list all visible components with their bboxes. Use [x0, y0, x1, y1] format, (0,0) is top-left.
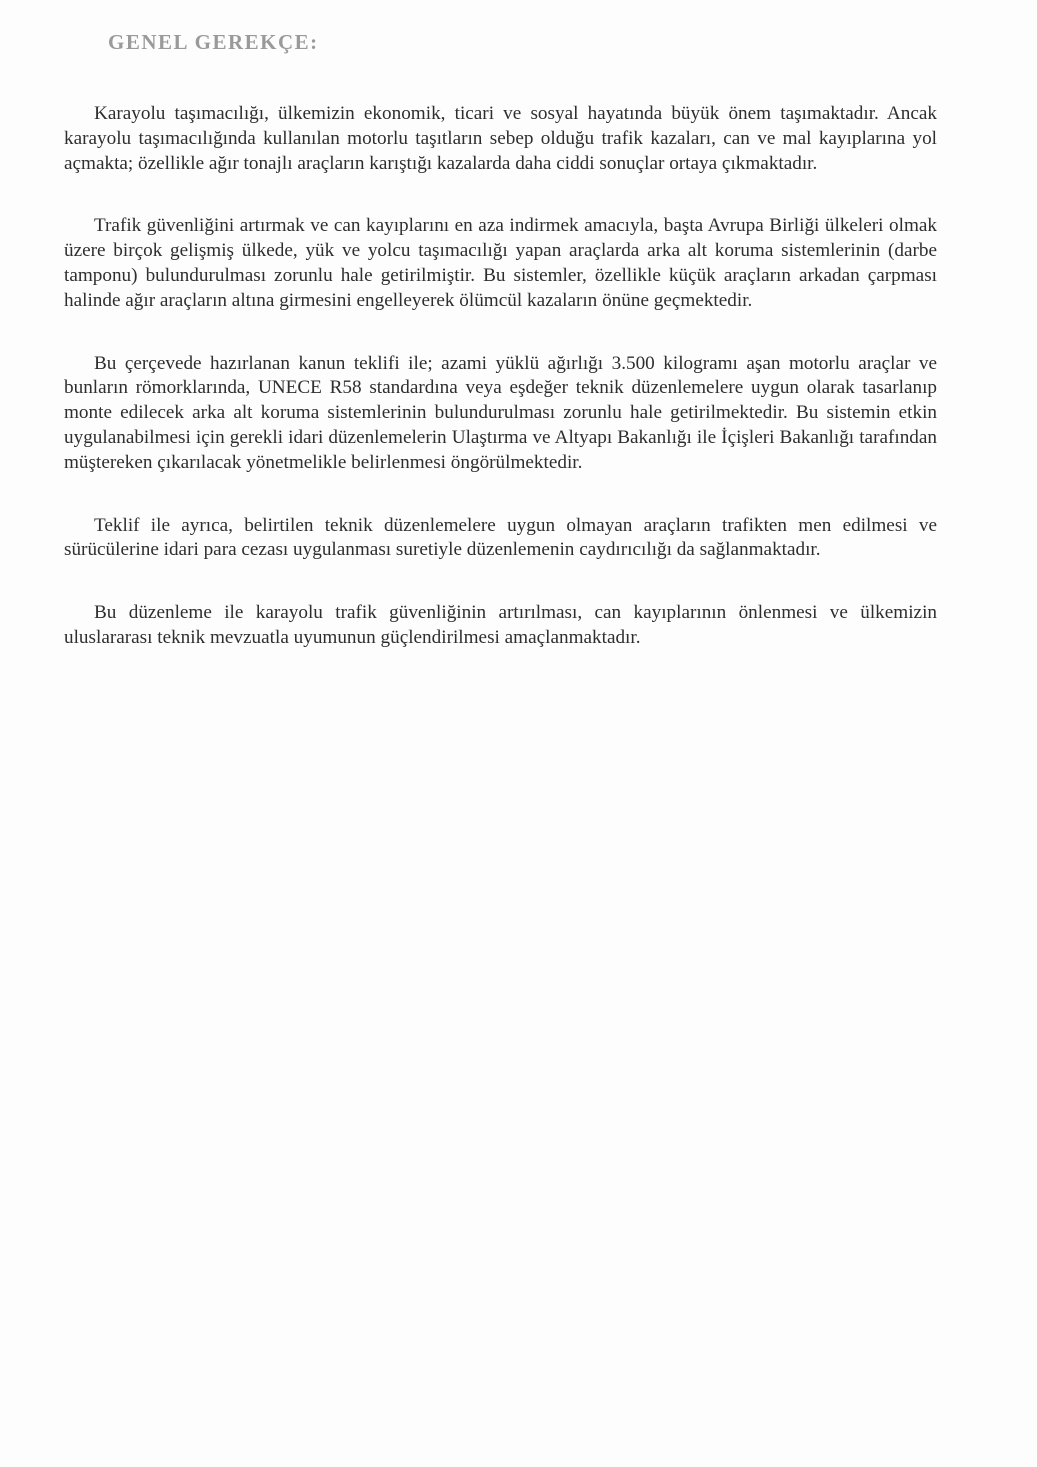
document-heading: GENEL GEREKÇE: [108, 30, 319, 54]
paragraph-3: Bu çerçevede hazırlanan kanun teklifi ile; azami yüklü ağırlığı 3.500 kilogramı aşan motorlu araçlar ve bunların römorklarında, UNECE R58 standardına veya eşdeğer teknik düzenlemelere uygun olarak tasarlanıp monte edilecek arka alt koruma sistemlerinin bulundurulması zorunlu hale getirilmektedir. Bu sistemin etkin uygulanabilmesi için gerekli idari düzenlemelerin Ulaştırma ve Altyapı Bakanlığı ile İçişleri Bakanlığı tarafından müştereken çıkarılacak yönetmelikle belirlenmesi öngörülmektedir. [64, 352, 937, 473]
paragraph-2: Trafik güvenliğini artırmak ve can kayıplarını en aza indirmek amacıyla, başta Avrupa Birliği ülkeleri olmak üzere birçok gelişmiş ülkede, yük ve yolcu taşımacılığı yapan araçlarda arka alt koruma sistemlerinin (darbe tamponu) bulundurulması zorunlu hale getirilmiştir. Bu sistemler, özellikle küçük araçların arkadan çarpması halinde ağır araçların altına girmesini engelleyerek ölümcül kazaların önüne geçmektedir. [64, 215, 937, 311]
document-body [64, 102, 937, 689]
paragraph-4: Teklif ile ayrıca, belirtilen teknik düzenlemelere uygun olmayan araçların trafikten men edilmesi ve sürücülerine idari para cezası uygulanması suretiyle düzenlemenin caydırıcılığı da sağlanmaktadır. [64, 514, 937, 561]
paragraph-5: Bu düzenleme ile karayolu trafik güvenliğinin artırılması, can kayıplarının önlenmesi ve ülkemizin uluslararası teknik mevzuatla uyumunun güçlendirilmesi amaçlanmaktadır. [64, 602, 937, 648]
paragraph-1: Karayolu taşımacılığı, ülkemizin ekonomik, ticari ve sosyal hayatında büyük önem taşımaktadır. Ancak karayolu taşımacılığında kullanılan motorlu taşıtların sebep olduğu trafik kazaları, can ve mal kayıplarına yol açmakta; özellikle ağır tonajlı araçların karıştığı kazalarda daha ciddi sonuçlar ortaya çıkmaktadır. [64, 103, 937, 174]
